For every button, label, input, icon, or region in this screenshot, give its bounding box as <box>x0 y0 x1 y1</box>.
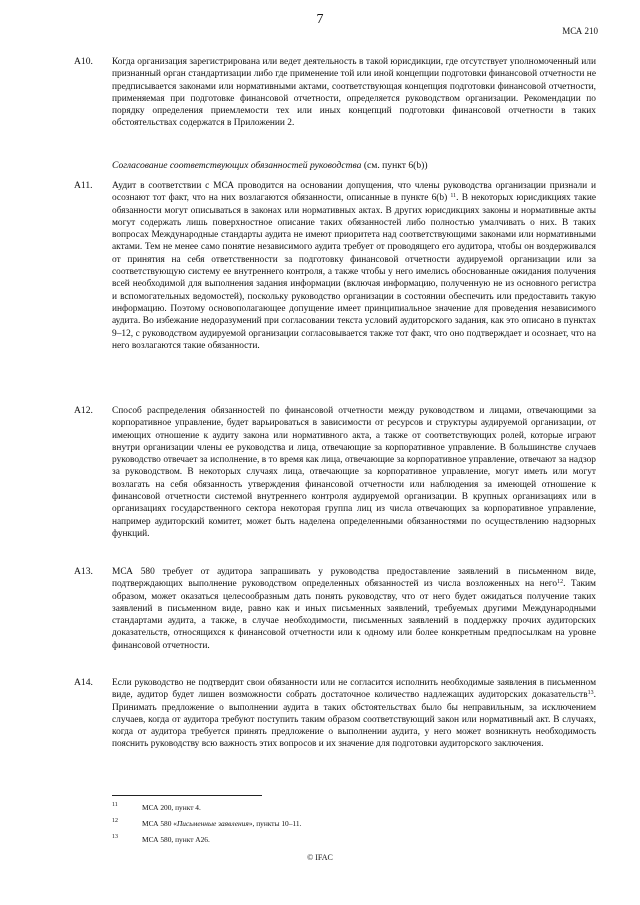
paragraph-number: A11. <box>74 180 93 191</box>
paragraph-text: Аудит в соответствии с МСА проводится на основании допущения, что члены руководства организации признали и осознают тот факт, что на них возлагаются обязанности, описанные в пункте 6(b) $^{11}$. В некоторых юрисдикциях такие обязанности могут описываться в законах или нормативных актах. В других юрисдикциях законы и нормативные акты могут содержать лишь поверхностное описание таких обязанностей либо полностью умалчивать о них. В таких вопросах Международные стандарты аудита не имеют приоритета над соответствующими законами или нормативными актами. Тем не менее само понятие независимого аудита требует от проводящего его аудитора, чтобы он воздерживался от принятия на себя ответственности за подготовку финансовой отчетности аудируемой организации или за соответствующую систему ее внутреннего контроля, а также чтобы у него имелись обоснованные ожидания получения всей необходимой для выполнения задания информации (включая информацию, полученную не из основного регистра и вспомогательных ведомостей), поскольку руководство организации в состоянии обеспечить или предоставить такую информацию. Поэтому основополагающее допущение имеет принципиальное значение для проведения независимого аудита. Во избежание недоразумений при согласовании текста условий аудиторского задания, как это описано в пунктах 9–12, с руководством аудируемой организации согласовывается также тот факт, что оно подтверждает и осознает, что на него возлагаются такие обязанности. <box>112 181 597 351</box>
footnote-number: 12 <box>112 818 118 824</box>
footnote-number: 13 <box>112 834 118 840</box>
footnote-ref: 11 <box>450 193 457 200</box>
footnote-ref: 13 <box>587 690 594 697</box>
footnote-text: МСА 580, пункт A26. <box>142 835 210 844</box>
paragraph-number: A13. <box>74 566 93 577</box>
paragraph-a14 <box>74 677 596 751</box>
paragraph-text: Если руководство не подтвердит свои обязанности или не согласится исполнить необходимые заявления в письменном виде, аудитор будет лишен возможности собрать достаточное количество надлежащих аудиторских доказательств$^{13}$. Принимать предложение о выполнении аудита в таких обстоятельствах было бы неправильным, за исключением случаев, когда от аудитора требуют поступить таким образом соответствующий закон или нормативный акт. В случаях, когда от аудитора требуется принять предложение о выполнении аудита, у него может возникнуть необходимость пояснить руководству всю важность этих вопросов и их значение для подготовки аудиторского заключения. <box>112 678 596 750</box>
paragraph-text: Способ распределения обязанностей по финансовой отчетности между руководством и лицами, отвечающими за корпоративное управление, будет варьироваться в зависимости от ресурсов и структуры аудируемой организации, от имеющих отношение к аудиту закона или нормативного акта, а также от соответствующих ролей, которые играют внутри организации члены ее руководства и лица, отвечающие за корпоративное управление. В большинстве случаев руководство отвечает за исполнение, в то время как лица, отвечающие за корпоративное управление, отвечают за надзор за руководством. В некоторых случаях лица, отвечающие за корпоративное управление, могут иметь или могут возлагать на себя обязанность утверждения финансовой отчетности или наблюдения за имеющей отношение к финансовой отчетности системой внутреннего контроля аудируемой организации. В крупных организациях или в организациях государственного сектора некоторая группа лиц из числа отвечающих за корпоративное управление, например аудиторский комитет, может быть наделена определенными обязанностями по осуществлению надзорных функций. <box>112 406 596 539</box>
paragraph-a10 <box>74 56 596 130</box>
paragraph-text: МСА 580 требует от аудитора запрашивать у руководства предоставление заявлений в письменном виде, подтверждающих выполнение руководством определенных обязанностей из числа возложенных на него$^{12}$. Таким образом, может оказаться целесообразным дать понять руководству, что от него будет ожидаться получение таких заявлений в письменном виде, равно как и иных письменных заявлений, требуемых другими Международными стандартами аудита, а также, в случае необходимости, письменных заявлений в поддержку прочих аудиторских доказательств, относящихся к финансовой отчетности или к одному или более конкретным предпосылкам на уровне финансовой отчетности. <box>112 567 596 651</box>
page-number: 7 <box>316 12 324 27</box>
document-code: МСА 210 <box>562 26 598 36</box>
paragraph-number: A12. <box>74 405 93 416</box>
footnote-text: МСА 200, пункт 4. <box>142 803 201 812</box>
footnote-ref: 12 <box>557 579 564 586</box>
footnote-number: 11 <box>112 802 118 808</box>
paragraph-a11 <box>74 180 597 352</box>
paragraph-number: A14. <box>74 677 93 688</box>
copyright-notice: © IFAC <box>307 853 333 862</box>
subheading-reference: (см. пункт 6(b)) <box>361 160 428 171</box>
paragraph-a13 <box>74 566 596 652</box>
footnote-text: МСА 580 «Письменные заявления», пункты 10–11. <box>142 819 302 828</box>
subheading-title: Согласование соответствующих обязанностей руководства <box>112 160 362 171</box>
paragraph-a12 <box>74 405 596 540</box>
paragraph-number: A10. <box>74 56 93 67</box>
section-subheading <box>112 160 596 171</box>
footnote-divider <box>112 795 262 796</box>
paragraph-text: Когда организация зарегистрирована или ведет деятельность в такой юрисдикции, где отсутствует уполномоченный или признанный орган стандартизации либо где применение той или иной концепции подготовки финансовой отчетности не предписывается законами или нормативными актами, соответствующая концепция подготовки финансовой отчетности, применяемая при подготовке финансовой отчетности, определяется руководством организации. Рекомендации по порядку определения приемлемости тех или иных концепций подготовки финансовой отчетности в таких обстоятельствах содержатся в Приложении 2. <box>112 57 596 129</box>
